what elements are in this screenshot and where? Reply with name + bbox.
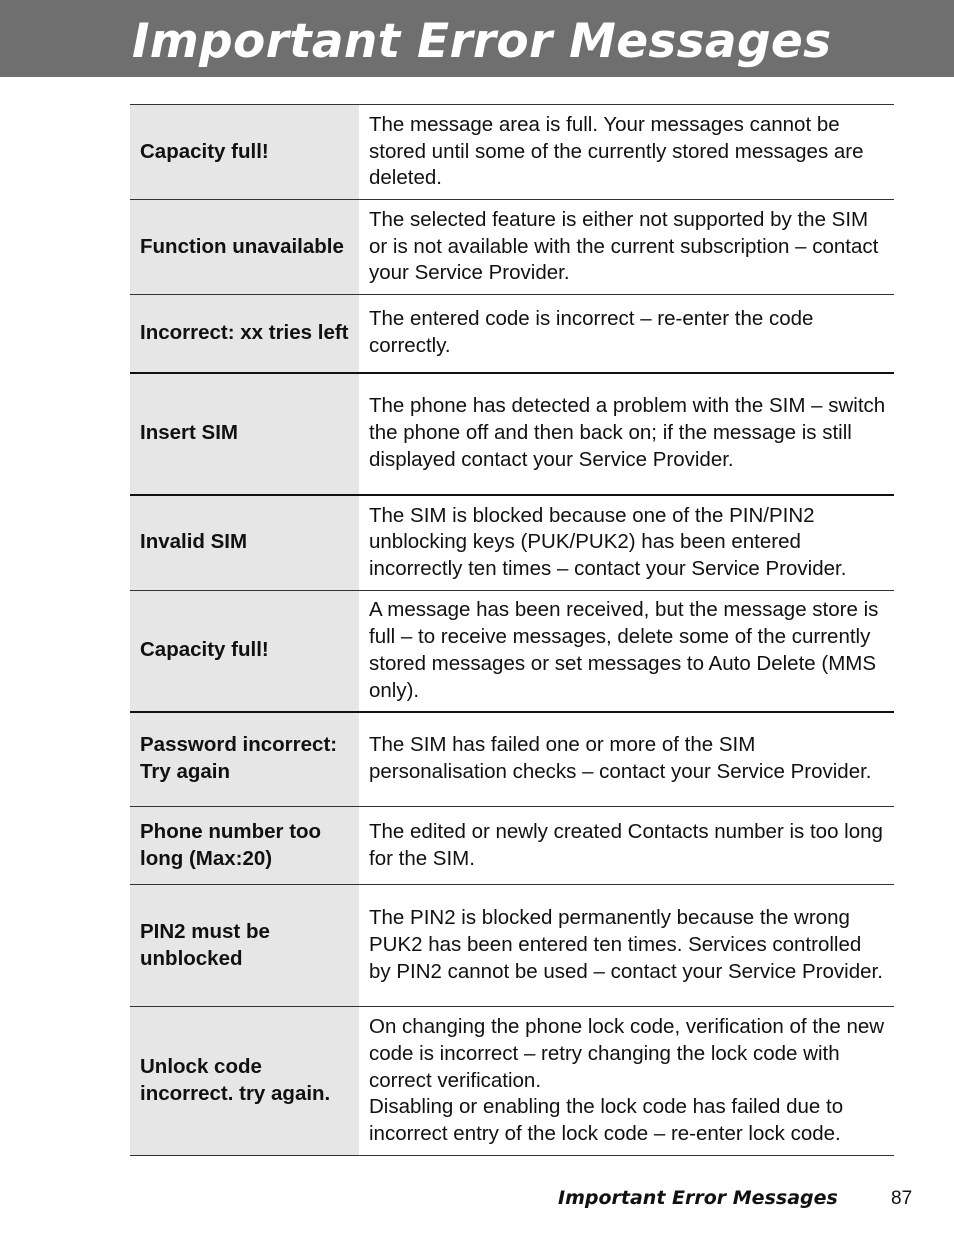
message-name: Incorrect: xx tries left bbox=[130, 295, 359, 373]
footer-section-title: Important Error Messages bbox=[558, 1187, 838, 1209]
message-name: Invalid SIM bbox=[130, 495, 359, 591]
page-title: Important Error Messages bbox=[132, 14, 832, 69]
header-band bbox=[0, 0, 954, 77]
table-row bbox=[130, 885, 894, 1007]
message-description: The SIM is blocked because one of the PIN/PIN2 unblocking keys (PUK/PUK2) has been entered incorrectly ten times – contact your Service Provider. bbox=[359, 495, 894, 591]
error-messages-table bbox=[130, 104, 894, 1156]
table-row bbox=[130, 712, 894, 807]
message-name: Capacity full! bbox=[130, 105, 359, 200]
message-description bbox=[359, 1007, 894, 1156]
table-row bbox=[130, 373, 894, 495]
message-name: Password incorrect: Try again bbox=[130, 712, 359, 807]
table-row bbox=[130, 807, 894, 885]
message-description: The PIN2 is blocked permanently because the wrong PUK2 has been entered ten times. Services controlled by PIN2 cannot be used – contact your Service Provider. bbox=[359, 885, 894, 1007]
message-name: Insert SIM bbox=[130, 373, 359, 495]
message-description: The selected feature is either not supported by the SIM or is not available with the current subscription – contact your Service Provider. bbox=[359, 200, 894, 295]
message-name: PIN2 must be unblocked bbox=[130, 885, 359, 1007]
message-description: The SIM has failed one or more of the SIM personalisation checks – contact your Service Provider. bbox=[359, 712, 894, 807]
table-row bbox=[130, 495, 894, 591]
message-description-line: Disabling or enabling the lock code has failed due to incorrect entry of the lock code – re-enter lock code. bbox=[369, 1095, 844, 1146]
message-description: The phone has detected a problem with the SIM – switch the phone off and then back on; if the message is still displayed contact your Service Provider. bbox=[359, 373, 894, 495]
table-row bbox=[130, 1007, 894, 1156]
table-row bbox=[130, 591, 894, 712]
table-row bbox=[130, 295, 894, 373]
message-description: The edited or newly created Contacts number is too long for the SIM. bbox=[359, 807, 894, 885]
message-description-line: On changing the phone lock code, verification of the new code is incorrect – retry changing the lock code with correct verification. bbox=[369, 1015, 885, 1092]
message-name: Unlock code incorrect. try again. bbox=[130, 1007, 359, 1156]
table-row bbox=[130, 105, 894, 200]
message-name: Function unavailable bbox=[130, 200, 359, 295]
table-row bbox=[130, 200, 894, 295]
message-name: Phone number too long (Max:20) bbox=[130, 807, 359, 885]
message-description: A message has been received, but the message store is full – to receive messages, delete some of the currently stored messages or set messages to Auto Delete (MMS only). bbox=[359, 591, 894, 712]
message-description: The entered code is incorrect – re-enter the code correctly. bbox=[359, 295, 894, 373]
message-name: Capacity full! bbox=[130, 591, 359, 712]
page-number: 87 bbox=[891, 1188, 913, 1209]
message-description: The message area is full. Your messages cannot be stored until some of the currently stored messages are deleted. bbox=[359, 105, 894, 200]
